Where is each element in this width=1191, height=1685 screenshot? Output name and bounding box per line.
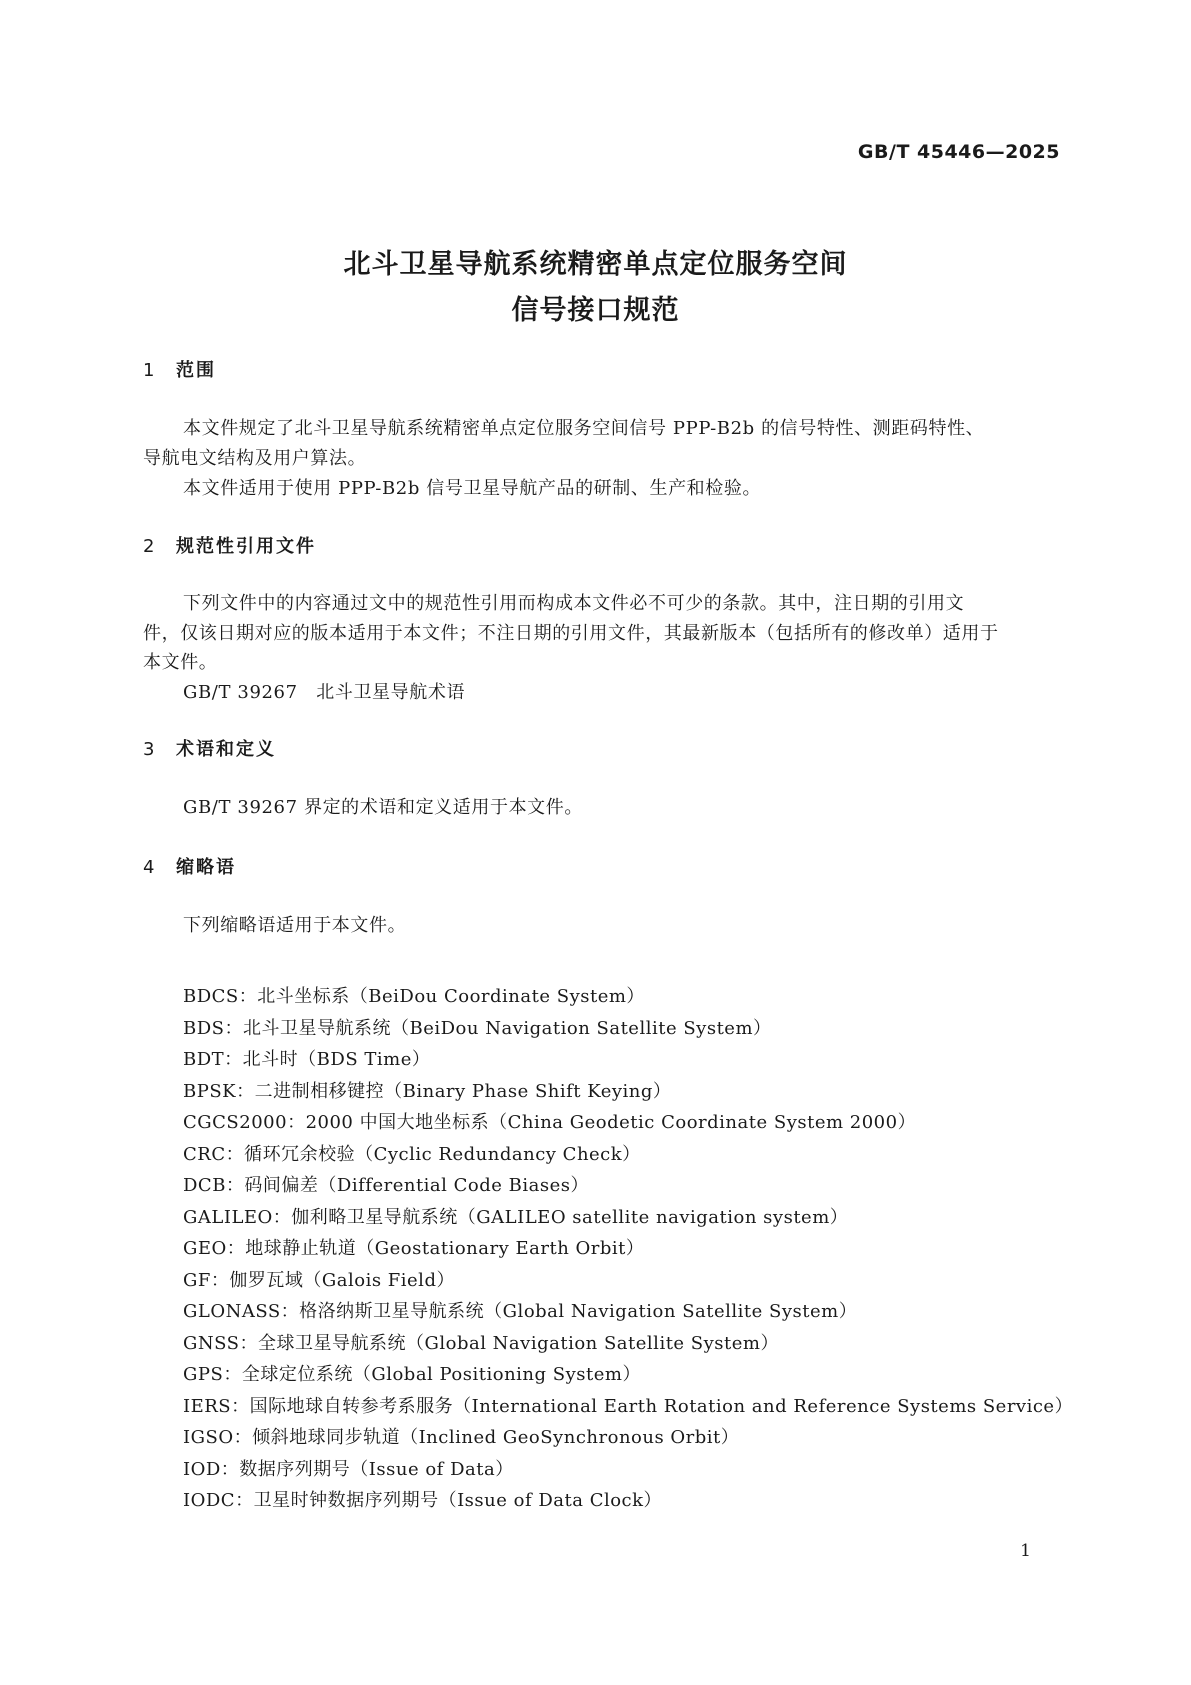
section-heading-terms-and-definitions xyxy=(143,738,276,762)
section-title: 缩略语 xyxy=(176,857,236,878)
section-heading-normative-references xyxy=(143,535,316,559)
abbreviation-item: IERS：国际地球自转参考系服务（International Earth Rotation and Reference Systems Service） xyxy=(183,1395,1074,1417)
section-title: 范围 xyxy=(176,360,216,381)
abbreviation-item: BPSK：二进制相移键控（Binary Phase Shift Keying） xyxy=(183,1080,672,1102)
section-number: 1 xyxy=(143,360,155,381)
abbreviation-item: DCB：码间偏差（Differential Code Biases） xyxy=(183,1175,589,1196)
abbreviation-item: CGCS2000：2000 中国大地坐标系（China Geodetic Coordinate System 2000） xyxy=(183,1112,917,1133)
document-title-line-2: 信号接口规范 xyxy=(511,295,680,326)
abbreviation-item: GLONASS：格洛纳斯卫星导航系统（Global Navigation Satellite System） xyxy=(183,1301,858,1322)
abbreviation-item: CRC：循环冗余校验（Cyclic Redundancy Check） xyxy=(183,1143,641,1165)
section-number: 3 xyxy=(143,739,155,760)
section-number: 4 xyxy=(143,857,155,878)
abbreviation-item: BDT：北斗时（BDS Time） xyxy=(183,1049,431,1070)
reference-entry: GB/T 39267 北斗卫星导航术语 xyxy=(183,682,466,703)
abbreviation-item: GF：伽罗瓦域（Galois Field） xyxy=(183,1269,455,1291)
abbreviation-item: IGSO：倾斜地球同步轨道（Inclined GeoSynchronous Orbit） xyxy=(183,1427,740,1448)
scope-paragraph-2: 本文件适用于使用 PPP-B2b 信号卫星导航产品的研制、生产和检验。 xyxy=(183,478,762,499)
scope-paragraph-1-line-1: 本文件规定了北斗卫星导航系统精密单点定位服务空间信号 PPP-B2b 的信号特性、测距码特性、 xyxy=(183,418,985,439)
abbreviation-item: GPS：全球定位系统（Global Positioning System） xyxy=(183,1364,641,1385)
standard-number: GB/T 45446—2025 xyxy=(857,141,1060,163)
abbreviation-item: IOD：数据序列期号（Issue of Data） xyxy=(183,1458,514,1480)
abbreviation-item: BDS：北斗卫星导航系统（BeiDou Navigation Satellite System） xyxy=(183,1017,772,1039)
abbreviation-list xyxy=(183,985,1073,1521)
normative-references-paragraph-line-3: 本文件。 xyxy=(143,652,218,673)
abbreviation-item: BDCS：北斗坐标系（BeiDou Coordinate System） xyxy=(183,986,645,1007)
section-heading-scope xyxy=(143,359,216,383)
section-heading-abbreviations xyxy=(143,856,236,880)
abbreviations-intro: 下列缩略语适用于本文件。 xyxy=(183,915,407,936)
section-number: 2 xyxy=(143,536,155,557)
page-number: 1 xyxy=(1020,1541,1031,1561)
section-title: 规范性引用文件 xyxy=(176,536,316,557)
abbreviation-item: GNSS：全球卫星导航系统（Global Navigation Satellite System） xyxy=(183,1332,779,1354)
abbreviation-item: IODC：卫星时钟数据序列期号（Issue of Data Clock） xyxy=(183,1490,663,1511)
normative-references-paragraph-line-1: 下列文件中的内容通过文中的规范性引用而构成本文件必不可少的条款。其中，注日期的引用文 xyxy=(183,593,965,614)
section-title: 术语和定义 xyxy=(176,739,276,760)
abbreviation-item: GALILEO：伽利略卫星导航系统（GALILEO satellite navigation system） xyxy=(183,1206,849,1228)
abbreviation-item: GEO：地球静止轨道（Geostationary Earth Orbit） xyxy=(183,1238,645,1259)
terms-paragraph: GB/T 39267 界定的术语和定义适用于本文件。 xyxy=(183,797,583,818)
document-title xyxy=(0,242,1191,334)
scope-paragraph-1-line-2: 导航电文结构及用户算法。 xyxy=(143,448,367,469)
document-title-line-1: 北斗卫星导航系统精密单点定位服务空间 xyxy=(343,249,848,280)
normative-references-paragraph-line-2: 件，仅该日期对应的版本适用于本文件；不注日期的引用文件，其最新版本（包括所有的修改单）适用于 xyxy=(143,623,999,644)
